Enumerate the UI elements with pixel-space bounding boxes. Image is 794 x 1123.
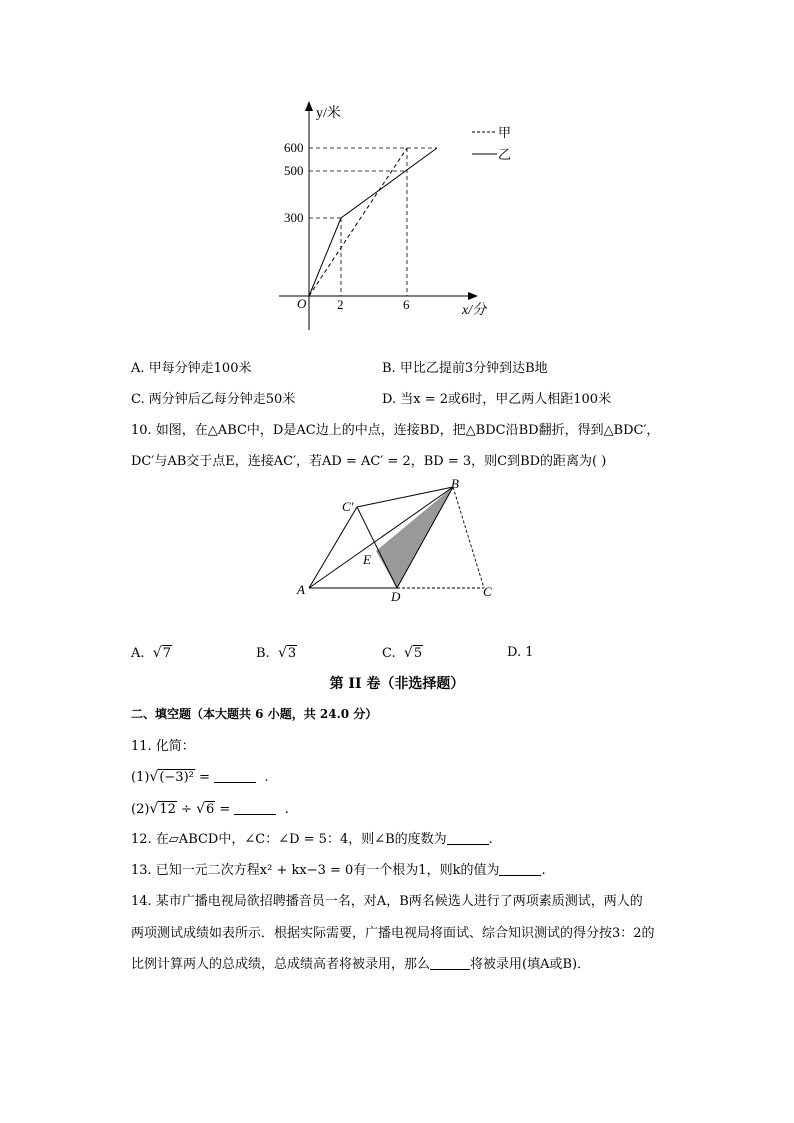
origin-label: O	[297, 296, 307, 311]
q10-option-a-radicand: 7	[162, 646, 171, 661]
label-e: E	[363, 552, 371, 567]
q14-answer-blank[interactable]	[430, 955, 470, 970]
q10-option-c: C. √5	[382, 645, 423, 661]
q11-part1-answer-blank[interactable]	[214, 768, 256, 783]
q11-part2-end: .	[284, 802, 289, 817]
q11-part2-prefix: (2)	[131, 802, 150, 817]
q10-stem-line1: 10. 如图，在△ABC中，D是AC边上的中点，连接BD，把△BDC沿BD翻折，得到△BDC′，	[131, 423, 660, 438]
y-tick-500: 500	[284, 163, 304, 178]
q9-option-b: B. 甲比乙提前3分钟到达B地	[382, 361, 548, 376]
x-axis-label: x/分	[462, 303, 487, 318]
shaded-triangle-bde	[376, 487, 453, 588]
legend-jia-label: 甲	[498, 125, 512, 140]
q10-option-c-radicand: 5	[413, 646, 423, 661]
series-yi-line	[309, 148, 437, 296]
label-a: A	[297, 582, 305, 597]
y-tick-300: 300	[284, 210, 304, 225]
q14-line3	[131, 955, 590, 975]
q13-text: 13. 已知一元二次方程x² + kx−3 = 0有一个根为1，则k的值为	[131, 863, 500, 878]
q9-option-a: A. 甲每分钟走100米	[131, 361, 252, 376]
q10-option-b: B. √3	[256, 645, 297, 661]
x-axis-arrow	[468, 292, 478, 300]
q10-option-b-radicand: 3	[287, 646, 297, 661]
y-tick-600: 600	[284, 140, 304, 155]
q12-text: 12. 在▱ABCD中，∠C：∠D = 5：4，则∠B的度数为	[131, 832, 447, 847]
label-d: D	[391, 589, 401, 604]
segment-bc	[453, 487, 484, 588]
series-jia-line	[309, 148, 407, 296]
label-c: C	[483, 584, 492, 599]
q10-option-a: A. √7	[131, 645, 171, 661]
x-tick-6: 6	[403, 297, 410, 312]
distance-time-graph	[0, 0, 794, 340]
q11-part2-radicand-a: 12	[159, 802, 176, 817]
q11-part1-radicand: (−3)²	[159, 770, 194, 785]
q10-figure	[290, 472, 510, 607]
y-axis-label: y/米	[316, 106, 341, 121]
label-c-prime: C′	[342, 499, 354, 514]
q13-answer-blank[interactable]	[499, 861, 541, 876]
q13	[131, 861, 546, 881]
section2-title: 第 II 卷（非选择题）	[329, 676, 465, 692]
legend-yi-label: 乙	[498, 147, 512, 162]
segment-ac-prime	[309, 507, 357, 588]
q14-line3-a: 比例计算两人的总成绩，总成绩高者将被录用，那么	[131, 957, 431, 972]
q11-part1-prefix: (1)	[131, 770, 150, 785]
q10-option-c-prefix: C.	[382, 646, 396, 661]
q9-option-c: C. 两分钟后乙每分钟走50米	[131, 392, 296, 407]
q14-line2: 两项测试成绩如表所示．根据实际需要，广播电视局将面试、综合知识测试的得分按3：2的	[131, 926, 655, 941]
q11-part1-eq: =	[199, 770, 210, 785]
q11-part2-eq: =	[219, 802, 231, 817]
q11-part2-div: ÷	[181, 802, 192, 817]
q14-line3-b: 将被录用(填A或B)．	[470, 957, 591, 972]
q9-option-d: D. 当x = 2或6时，甲乙两人相距100米	[382, 392, 612, 407]
q11-part2: (2)√12 ÷ √6 = .	[131, 801, 289, 817]
y-axis-arrow	[305, 101, 313, 111]
x-tick-2: 2	[337, 297, 344, 312]
label-b: B	[451, 476, 459, 491]
q12	[131, 830, 493, 850]
q11-stem: 11. 化简：	[131, 739, 195, 754]
q11-part1-end: .	[264, 770, 269, 785]
q13-end: .	[541, 863, 546, 878]
q12-answer-blank[interactable]	[447, 830, 489, 845]
q14-line1: 14. 某市广播电视局欲招聘播音员一名，对A，B两名候选人进行了两项素质测试，两人的	[131, 894, 643, 909]
fill-in-heading: 二、填空题（本大题共 6 小题，共 24.0 分）	[131, 707, 378, 721]
q11-part1: (1)√(−3)² = .	[131, 769, 269, 785]
q10-option-a-prefix: A.	[131, 646, 145, 661]
q11-part2-answer-blank[interactable]	[234, 800, 276, 815]
q10-option-d: D. 1	[507, 645, 534, 660]
q11-part2-radicand-b: 6	[206, 802, 215, 817]
q10-stem-line2: DC′与AB交于点E，连接AC′，若AD = AC′ = 2，BD = 3，则C到BD的距离为( )	[131, 454, 607, 469]
q10-option-b-prefix: B.	[256, 646, 270, 661]
q12-end: .	[488, 832, 493, 847]
